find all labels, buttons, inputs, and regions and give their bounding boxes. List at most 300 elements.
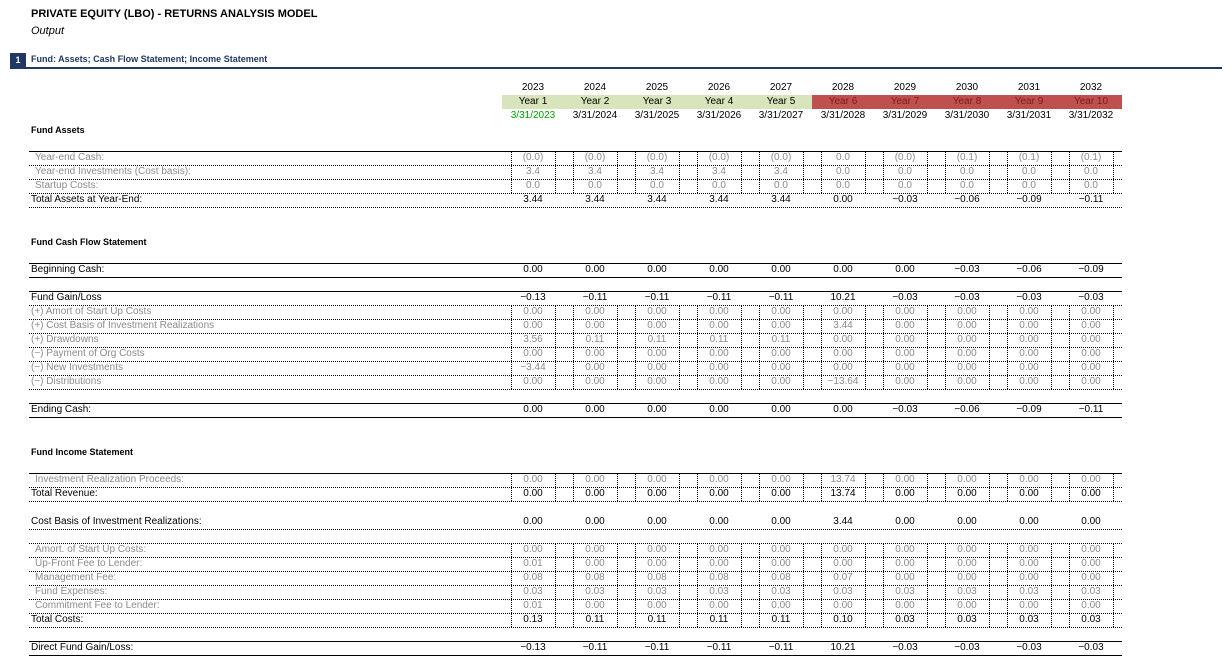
- cell-value: 0.03: [1019, 614, 1039, 625]
- cell-value: −0.11: [706, 642, 732, 653]
- cell-value: −0.03: [892, 404, 918, 415]
- cell-value: 0.08: [647, 572, 667, 583]
- cell-border: [865, 544, 866, 627]
- cell-value: (0.1): [1080, 152, 1102, 163]
- cell-border: [883, 474, 884, 501]
- cell-value: 0.03: [585, 586, 605, 597]
- cell-value: 0.00: [647, 376, 667, 387]
- cell-value: 0.00: [585, 558, 605, 569]
- table-row: [0, 585, 1232, 599]
- cell-value: 0.00: [1019, 558, 1039, 569]
- cell-value: 0.00: [585, 488, 605, 499]
- cell-value: 0.00: [771, 362, 791, 373]
- cell-value: 0.00: [957, 572, 977, 583]
- year-label: Year 2: [564, 95, 626, 109]
- row-divider: [29, 417, 1122, 418]
- cell-value: 0.00: [1081, 572, 1101, 583]
- year-label: Year 5: [750, 95, 812, 109]
- cell-value: 13.74: [830, 474, 856, 485]
- cell-border: [697, 306, 698, 389]
- table-row: [0, 403, 1232, 417]
- cell-value: 0.00: [1081, 516, 1101, 527]
- cell-value: 0.00: [1081, 348, 1101, 359]
- cell-value: 0.08: [771, 572, 791, 583]
- cell-border: [741, 474, 742, 501]
- cell-border: [555, 306, 556, 389]
- cell-value: 0.00: [709, 488, 729, 499]
- cell-value: 0.00: [709, 376, 729, 387]
- cell-value: 0.08: [523, 572, 543, 583]
- cell-value: 0.00: [709, 600, 729, 611]
- cell-border: [989, 474, 990, 501]
- cell-value: 0.13: [523, 614, 543, 625]
- cell-value: (0.1): [956, 152, 978, 163]
- cell-value: −3.44: [520, 362, 546, 373]
- cell-value: 0.00: [833, 404, 853, 415]
- cell-value: −0.11: [1078, 194, 1104, 205]
- cell-value: −0.09: [1078, 264, 1104, 275]
- cell-value: 0.00: [895, 488, 915, 499]
- cell-value: 0.0: [1084, 180, 1098, 191]
- year-header: 2029: [893, 82, 917, 93]
- cell-border: [883, 152, 884, 193]
- row-label: Up-Front Fee to Lender:: [35, 558, 143, 569]
- cell-value: 0.03: [895, 586, 915, 597]
- date-header-row: [0, 109, 1232, 123]
- cell-value: 0.00: [1019, 488, 1039, 499]
- cell-value: 0.00: [957, 376, 977, 387]
- cell-value: −0.03: [954, 642, 980, 653]
- cell-border: [865, 306, 866, 389]
- cell-value: 0.00: [771, 306, 791, 317]
- cell-value: 0.03: [1081, 614, 1101, 625]
- cell-value: −0.06: [954, 194, 980, 205]
- cell-value: 0.00: [647, 600, 667, 611]
- cell-value: 0.00: [895, 362, 915, 373]
- cell-border: [635, 544, 636, 627]
- cell-value: 0.07: [833, 572, 853, 583]
- table-row: [0, 473, 1232, 487]
- cell-value: 0.00: [523, 376, 543, 387]
- row-label: Direct Fund Gain/Loss:: [31, 642, 134, 653]
- section-header: [10, 53, 1222, 69]
- cell-border: [821, 474, 822, 501]
- year-label: Year 1: [502, 95, 564, 109]
- cell-value: 0.0: [1084, 166, 1098, 177]
- cell-border: [945, 544, 946, 627]
- row-label: Beginning Cash:: [31, 264, 105, 275]
- year-label-row: [0, 95, 1232, 109]
- cell-border: [927, 306, 928, 389]
- cell-value: 0.00: [709, 264, 729, 275]
- table-row: [0, 291, 1232, 305]
- cell-border: [759, 306, 760, 389]
- table-row: [0, 599, 1232, 613]
- cell-value: 0.00: [1019, 572, 1039, 583]
- cell-value: 0.00: [833, 264, 853, 275]
- year-header: 2026: [707, 82, 731, 93]
- cell-value: (0.0): [522, 152, 544, 163]
- cell-border: [617, 544, 618, 627]
- cell-value: 0.0: [898, 166, 912, 177]
- cell-value: 3.56: [523, 334, 543, 345]
- cell-value: 0.00: [895, 306, 915, 317]
- date-header: 3/31/2025: [634, 110, 680, 121]
- cell-border: [1113, 474, 1114, 501]
- table-row: [0, 179, 1232, 193]
- cell-border: [759, 544, 760, 627]
- cell-value: 0.00: [585, 544, 605, 555]
- section-title: Fund: Assets; Cash Flow Statement; Income Statement: [31, 54, 268, 64]
- year-label: Year 7: [874, 95, 936, 109]
- cell-border: [511, 544, 512, 627]
- cell-value: 0.00: [523, 488, 543, 499]
- cell-border: [1007, 152, 1008, 193]
- year-header: 2025: [645, 82, 669, 93]
- row-divider: [29, 389, 1122, 390]
- cell-value: 3.4: [712, 166, 726, 177]
- cell-value: 0.00: [895, 544, 915, 555]
- cell-value: 0.00: [523, 404, 543, 415]
- year-label: Year 9: [998, 95, 1060, 109]
- row-label: Year-end Investments (Cost basis):: [35, 166, 191, 177]
- date-header: 3/31/2030: [944, 110, 990, 121]
- cell-value: 0.00: [647, 320, 667, 331]
- cell-border: [1051, 544, 1052, 627]
- cell-border: [821, 152, 822, 193]
- cell-value: 0.11: [771, 334, 791, 345]
- cell-value: 0.00: [1019, 600, 1039, 611]
- date-header: 3/31/2029: [882, 110, 928, 121]
- cell-value: −0.11: [768, 642, 794, 653]
- cell-value: 0.00: [1019, 544, 1039, 555]
- row-divider: [29, 529, 1122, 530]
- cell-value: 0.00: [957, 334, 977, 345]
- cell-value: 0.00: [1019, 334, 1039, 345]
- cell-value: 0.00: [957, 474, 977, 485]
- cell-value: −0.13: [520, 292, 546, 303]
- row-label: Cost Basis of Investment Realizations:: [31, 516, 202, 527]
- cell-border: [1007, 306, 1008, 389]
- cell-value: 3.4: [526, 166, 540, 177]
- cell-value: 0.00: [523, 348, 543, 359]
- table-row: [0, 263, 1232, 277]
- cell-value: 0.00: [957, 544, 977, 555]
- section-number: 1: [10, 53, 26, 67]
- cell-value: 0.00: [523, 544, 543, 555]
- cell-value: (0.0): [646, 152, 668, 163]
- cell-value: 0.00: [771, 320, 791, 331]
- cell-value: 0.00: [585, 404, 605, 415]
- cell-value: 10.21: [830, 292, 856, 303]
- cell-value: −0.03: [1016, 292, 1042, 303]
- cell-value: 0.11: [771, 614, 791, 625]
- cell-value: −0.03: [954, 264, 980, 275]
- cell-value: 0.00: [833, 544, 853, 555]
- cell-value: 0.00: [957, 558, 977, 569]
- page-title: PRIVATE EQUITY (LBO) - RETURNS ANALYSIS MODEL: [31, 8, 318, 20]
- cell-value: 0.00: [585, 376, 605, 387]
- cell-border: [697, 544, 698, 627]
- cell-border: [821, 544, 822, 627]
- cell-value: 0.11: [709, 614, 729, 625]
- row-label: Investment Realization Proceeds:: [35, 474, 184, 485]
- cell-border: [821, 306, 822, 389]
- cell-border: [1113, 152, 1114, 193]
- cell-value: 0.00: [895, 558, 915, 569]
- cell-value: 0.00: [957, 516, 977, 527]
- cell-value: 0.00: [709, 320, 729, 331]
- cell-value: 0.00: [1081, 306, 1101, 317]
- cell-value: 10.21: [830, 642, 856, 653]
- cell-value: 0.00: [957, 488, 977, 499]
- cell-value: (0.1): [1018, 152, 1040, 163]
- cell-value: (0.0): [584, 152, 606, 163]
- cell-value: 0.00: [957, 600, 977, 611]
- cell-value: 0.00: [709, 516, 729, 527]
- row-label: Startup Costs:: [35, 180, 99, 191]
- cell-border: [945, 306, 946, 389]
- cell-value: 0.00: [709, 474, 729, 485]
- cell-value: 0.00: [833, 348, 853, 359]
- row-label: Ending Cash:: [31, 404, 92, 415]
- cell-value: −0.03: [892, 194, 918, 205]
- cell-value: 0.08: [709, 572, 729, 583]
- cell-border: [803, 306, 804, 389]
- cell-border: [679, 474, 680, 501]
- cell-value: 0.00: [647, 348, 667, 359]
- cell-border: [1069, 306, 1070, 389]
- cell-value: 0.00: [833, 194, 853, 205]
- cell-value: 0.00: [1019, 348, 1039, 359]
- row-label: Amort. of Start Up Costs:: [35, 544, 147, 555]
- cell-value: −13.64: [827, 376, 859, 387]
- cell-value: 0.00: [709, 558, 729, 569]
- cell-border: [617, 474, 618, 501]
- table-row: [0, 193, 1232, 207]
- cell-value: 3.44: [585, 194, 605, 205]
- cell-value: 0.00: [1019, 306, 1039, 317]
- cell-value: 0.00: [833, 558, 853, 569]
- row-divider: [29, 655, 1122, 656]
- cell-value: 0.00: [585, 264, 605, 275]
- cell-value: 0.0: [1022, 166, 1036, 177]
- cell-value: 0.03: [1019, 586, 1039, 597]
- cell-border: [573, 544, 574, 627]
- cell-value: (0.0): [894, 152, 916, 163]
- cell-value: 0.00: [1019, 516, 1039, 527]
- cell-value: 0.03: [957, 614, 977, 625]
- income-statement-title: Fund Income Statement: [31, 447, 134, 457]
- cell-value: 0.00: [1019, 362, 1039, 373]
- table-row: [0, 333, 1232, 347]
- date-header: 3/31/2032: [1068, 110, 1114, 121]
- cell-value: −0.03: [1078, 642, 1104, 653]
- cell-value: 0.00: [585, 474, 605, 485]
- cell-value: 3.4: [588, 166, 602, 177]
- cell-border: [679, 306, 680, 389]
- cell-value: 0.00: [647, 404, 667, 415]
- cell-border: [511, 152, 512, 193]
- cell-value: 0.0: [774, 180, 788, 191]
- table-row: [0, 613, 1232, 627]
- cell-value: 0.00: [1081, 334, 1101, 345]
- cell-value: −0.03: [892, 292, 918, 303]
- cell-border: [989, 152, 990, 193]
- cell-value: 0.00: [709, 404, 729, 415]
- cell-value: 0.03: [523, 586, 543, 597]
- cell-border: [945, 474, 946, 501]
- cell-value: 0.00: [1081, 544, 1101, 555]
- cell-value: −0.11: [1078, 404, 1104, 415]
- date-header: 3/31/2027: [758, 110, 804, 121]
- cell-value: 0.00: [1081, 558, 1101, 569]
- cell-value: −0.13: [520, 642, 546, 653]
- cell-value: 0.00: [895, 572, 915, 583]
- cell-value: 0.00: [523, 516, 543, 527]
- cell-value: 0.11: [585, 334, 605, 345]
- cell-value: 0.00: [1081, 362, 1101, 373]
- cell-value: 0.00: [833, 362, 853, 373]
- cell-value: 0.03: [895, 614, 915, 625]
- cell-value: 0.00: [647, 474, 667, 485]
- cell-border: [1051, 306, 1052, 389]
- table-row: [0, 347, 1232, 361]
- cell-border: [989, 544, 990, 627]
- date-header: 3/31/2023: [510, 110, 556, 121]
- date-header: 3/31/2026: [696, 110, 742, 121]
- cell-value: (0.0): [770, 152, 792, 163]
- cell-border: [1069, 152, 1070, 193]
- cell-value: 0.00: [895, 348, 915, 359]
- cell-value: 0.0: [898, 180, 912, 191]
- fund-assets-title: Fund Assets: [31, 125, 85, 135]
- cell-value: 0.11: [585, 614, 605, 625]
- cell-value: 0.0: [836, 180, 850, 191]
- cell-value: 0.00: [771, 376, 791, 387]
- row-label: Total Costs:: [31, 614, 84, 625]
- cell-value: 0.03: [771, 586, 791, 597]
- table-row: [0, 375, 1232, 389]
- cell-value: 0.10: [833, 614, 853, 625]
- year-label: Year 8: [936, 95, 998, 109]
- row-label: (−) New Investments: [31, 362, 123, 373]
- cell-value: 0.0: [588, 180, 602, 191]
- cell-border: [803, 544, 804, 627]
- cell-border: [865, 474, 866, 501]
- table-row: [0, 543, 1232, 557]
- cell-value: 0.00: [647, 306, 667, 317]
- cell-value: 0.00: [585, 348, 605, 359]
- cell-value: 0.00: [1081, 376, 1101, 387]
- cell-value: 0.00: [647, 558, 667, 569]
- cell-value: 0.11: [647, 334, 667, 345]
- cell-value: (0.0): [708, 152, 730, 163]
- cell-value: 0.00: [771, 404, 791, 415]
- cell-border: [741, 306, 742, 389]
- cell-value: 0.00: [709, 348, 729, 359]
- cell-value: 3.4: [650, 166, 664, 177]
- cell-value: 0.00: [895, 334, 915, 345]
- cell-value: 0.03: [1081, 586, 1101, 597]
- year-header: 2023: [521, 82, 545, 93]
- cell-border: [989, 306, 990, 389]
- cell-value: 0.00: [647, 264, 667, 275]
- cell-value: 0.00: [957, 306, 977, 317]
- cell-value: −0.09: [1016, 194, 1042, 205]
- cell-border: [511, 474, 512, 501]
- cell-value: 0.00: [771, 488, 791, 499]
- cell-border: [697, 474, 698, 501]
- cell-border: [573, 474, 574, 501]
- cell-border: [555, 152, 556, 193]
- cell-border: [635, 474, 636, 501]
- cell-border: [617, 152, 618, 193]
- year-header: 2024: [583, 82, 607, 93]
- cell-value: 0.03: [957, 586, 977, 597]
- table-row: [0, 319, 1232, 333]
- table-row: [0, 557, 1232, 571]
- cell-border: [759, 474, 760, 501]
- year-header: 2028: [831, 82, 855, 93]
- cell-border: [679, 544, 680, 627]
- row-divider: [29, 207, 1122, 208]
- cell-value: 0.00: [895, 320, 915, 331]
- cell-value: 0.00: [771, 264, 791, 275]
- cell-value: 0.00: [647, 362, 667, 373]
- cell-value: 0.00: [1019, 376, 1039, 387]
- cell-value: 0.00: [1081, 474, 1101, 485]
- cell-border: [883, 306, 884, 389]
- cell-value: 0.0: [650, 180, 664, 191]
- cell-value: −0.09: [1016, 404, 1042, 415]
- cell-value: −0.11: [706, 292, 732, 303]
- cell-value: 0.00: [709, 544, 729, 555]
- cell-value: 0.00: [1081, 488, 1101, 499]
- cell-border: [883, 544, 884, 627]
- cell-border: [1113, 306, 1114, 389]
- cell-border: [1051, 474, 1052, 501]
- cell-value: −0.03: [1078, 292, 1104, 303]
- row-label: Management Fee:: [35, 572, 117, 583]
- cell-value: 0.00: [833, 600, 853, 611]
- cell-value: 0.00: [647, 544, 667, 555]
- year-header-row: [0, 81, 1232, 95]
- row-label: (−) Payment of Org Costs: [31, 348, 145, 359]
- cell-value: 0.00: [895, 600, 915, 611]
- cell-value: 0.00: [833, 306, 853, 317]
- cell-value: 3.44: [771, 194, 791, 205]
- row-label: (+) Drawdowns: [31, 334, 99, 345]
- date-header: 3/31/2031: [1006, 110, 1052, 121]
- table-row: [0, 361, 1232, 375]
- cell-value: 0.11: [709, 334, 729, 345]
- cell-border: [1007, 474, 1008, 501]
- cell-value: 0.00: [771, 348, 791, 359]
- cell-border: [803, 474, 804, 501]
- row-label: Fund Expenses:: [35, 586, 108, 597]
- cell-value: −0.03: [954, 292, 980, 303]
- cell-value: 0.0: [960, 166, 974, 177]
- cell-value: −0.03: [1016, 642, 1042, 653]
- cell-border: [927, 544, 928, 627]
- cell-value: −0.11: [644, 642, 670, 653]
- cell-border: [1007, 544, 1008, 627]
- cell-value: 0.0: [836, 152, 850, 163]
- year-header: 2027: [769, 82, 793, 93]
- table-row: [0, 641, 1232, 655]
- year-header: 2030: [955, 82, 979, 93]
